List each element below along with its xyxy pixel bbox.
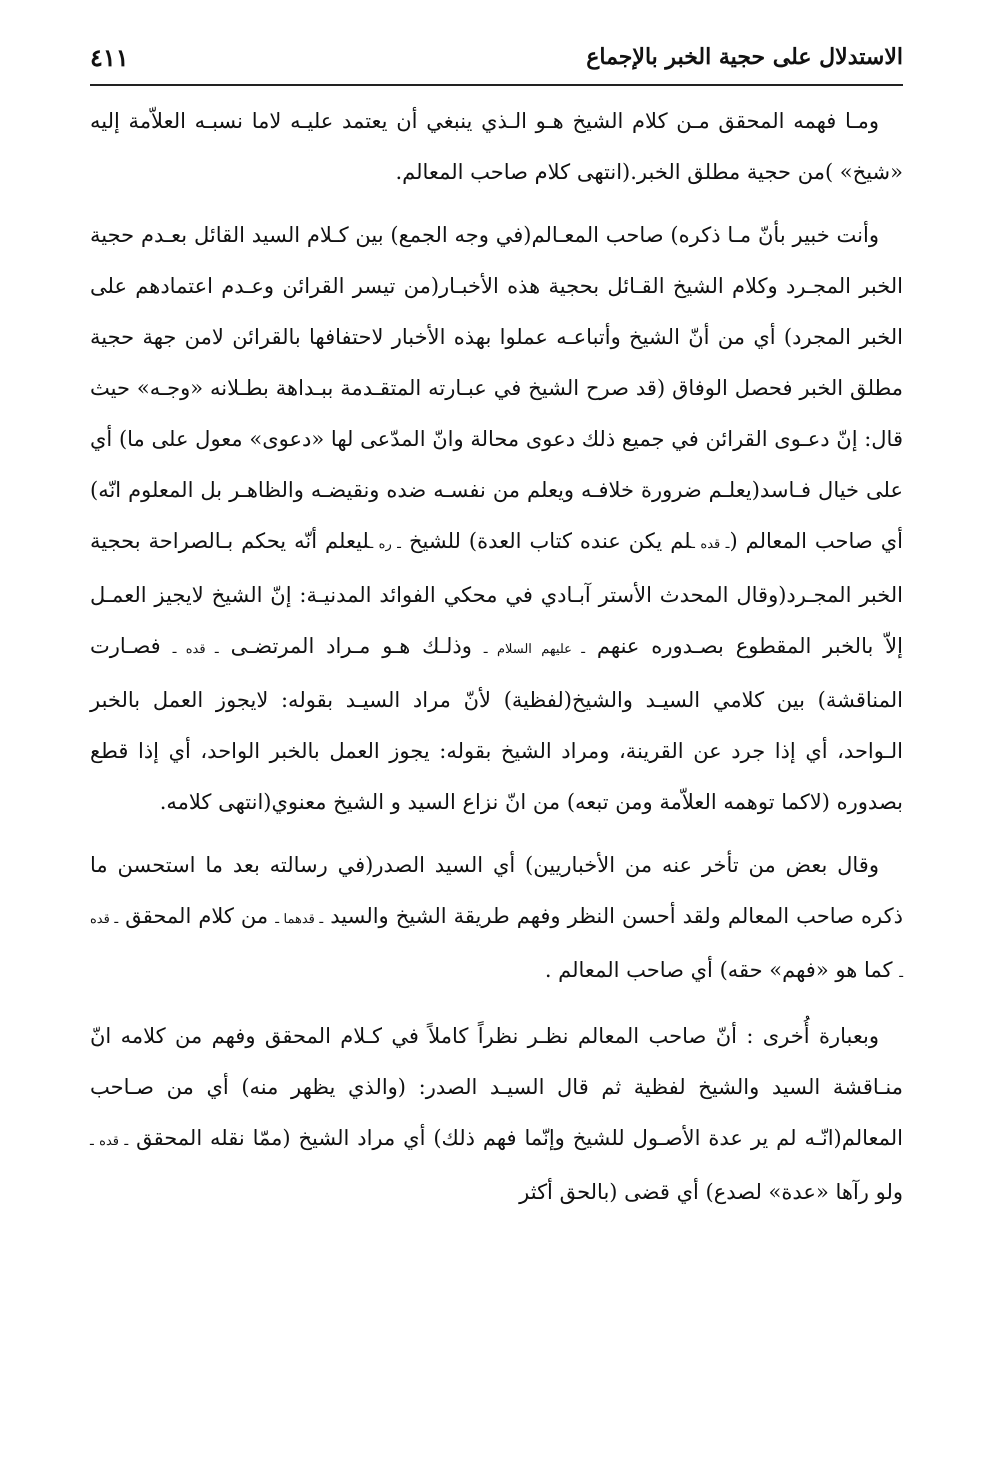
paragraph <box>90 840 903 999</box>
honorific-note: ـ عليهم السلام ـ <box>483 642 586 657</box>
text-run: لم يكن عنده كتاب العدة) للشيخ <box>400 529 692 553</box>
honorific-note: ـ قده ـ <box>90 1134 129 1149</box>
book-page <box>90 30 903 1430</box>
honorific-note: ـ قدهما ـ <box>275 912 324 927</box>
text-run: كما هو «فهم» حقه) أي صاحب المعالم . <box>544 958 900 982</box>
text-run: ومـا فهمه المحقق مـن كلام الشيخ هـو الـذي ينبغي أن يعتمد عليـه لاما نسبـه العلاّمة إليه «شيخ» )من حجية مطلق الخبر.(انتهى كلام صاحب المعالم. <box>90 109 903 184</box>
honorific-note: ـ قده ـ <box>172 642 219 657</box>
honorific-note: ـ ره ـ <box>369 537 401 552</box>
text-run: فصـارت المناقشة) بين كلامي السيـد والشيخ(لفظية) لأنّ مراد السيـد بقوله: لايجوز العمل بالخبر الـواحد، أي إذا جرد عن القرينة، ومراد الشيخ بقوله: يجوز العمل بالخبر الواحد، أي إذا قطع بصدوره (لاكما توهمه العلاّمة ومن تبعه) من انّ نزاع السيد و الشيخ معنوي(انتهى كلامه. <box>90 634 903 814</box>
honorific-note: ـ قده ـ <box>90 912 903 981</box>
text-run: وبعبارة أُخرى : أنّ صاحب المعالم نظـر نظراً كاملاً في كـلام المحقق وفهم من كلامه انّ منـاقشة السيد والشيخ لفظية ثم قال السيـد الصدر: (والذي يظهر منه) أي من صـاحب المعالم(انّـه لم ير عدة الأصـول للشيخ وإنّما فهم ذلك) أي مراد الشيخ (ممّا نقله المحقق <box>90 1024 903 1150</box>
text-run: ولو رآها «عدة» لصدع) أي قضى (بالحق أكثر <box>519 1180 903 1204</box>
paragraph <box>90 1011 903 1218</box>
text-run: وذلـك هـو مـراد المرتضـى <box>218 634 484 658</box>
paragraph <box>90 210 903 828</box>
paragraph <box>90 96 903 198</box>
text-run: وأنت خبير بأنّ مـا ذكره) صاحب المعـالم(في وجه الجمع) بين كـلام السيد القائل بعـدم حجية الخبر المجـرد وكلام الشيخ القـائل بحجية هذه الأخبـار(من تيسر القرائن وعـدم اعتمادهم على الخبر المجرد) أي من أنّ الشيخ وأتباعـه عملوا بهذه الأخبار لاحتفافها بالقرائن لامن جهة حجية مطلق الخبر فحصل الوفاق (قد صرح الشيخ في عبـارته المتقـدمة ببـداهة بطـلانه «وجـه» حيث قال: إنّ دعـوى القرائن في جميع ذلك دعوى محالة وانّ المدّعى لها «دعوى» معول على ما) أي على خيال فـاسد(يعلـم ضرورة خلافـه ويعلم من نفسـه ضده ونقيضـه والظاهـر بل المعلوم انّه) أي صاحب المعالم ( <box>90 223 903 553</box>
text-run: وقال بعض من تأخر عنه من الأخباريين) أي السيد الصدر(في رسالته بعد ما استحسن ما ذكره صاحب المعالم ولقد أحسن النظر وفهم طريقة الشيخ والسيد <box>90 853 903 928</box>
page-header <box>90 30 903 86</box>
text-run: ليعلم أنّه يحكم بـالصراحة بحجية الخبر المجـرد(وقال المحدث الأستر آبـادي في محكي الفوائد المدنيـة: إنّ الشيخ لايجيز العمـل إلاّ بالخبر المقطوع بصـدوره عنهم <box>90 529 903 658</box>
text-run: من كلام المحقق <box>118 904 276 928</box>
running-title: الاستدلال على حجية الخبر بالإجماع <box>586 44 903 70</box>
honorific-note: ـ قده ـ <box>691 537 730 552</box>
body-text <box>90 96 903 1218</box>
page-number: ٤١١ <box>90 42 129 72</box>
